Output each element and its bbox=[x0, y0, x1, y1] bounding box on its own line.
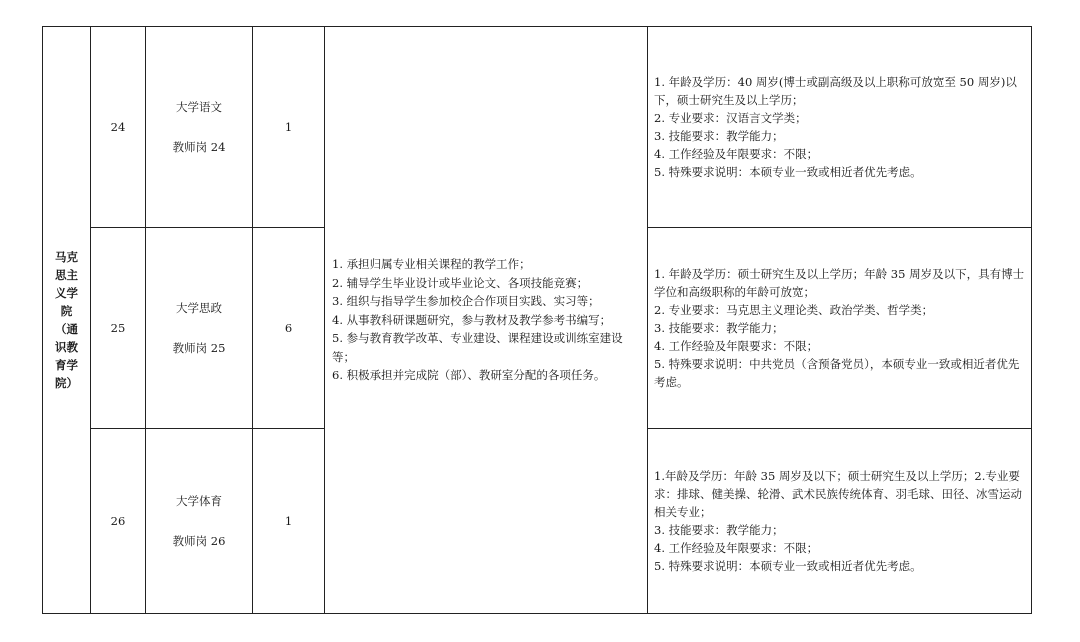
requirement-item: 5. 特殊要求说明：本硕专业一致或相近者优先考虑。 bbox=[654, 559, 922, 573]
requirement-item: 5. 特殊要求说明：中共党员（含预备党员），本硕专业一致或相近者优先考虑。 bbox=[654, 357, 1020, 389]
requirement-item: 3. 技能要求：教学能力； bbox=[654, 129, 784, 143]
duties-cell bbox=[325, 27, 648, 614]
requirement-item: 1.年龄及学历：年龄 35 周岁及以下；硕士研究生及以上学历；2.专业要求：排球、健美操、轮滑、武术民族传统体育、羽毛球、田径、冰雪运动相关专业； bbox=[654, 469, 1022, 519]
requirement-item: 1. 年龄及学历：硕士研究生及以上学历；年龄 35 周岁及以下，具有博士学位和高级职称的年龄可放宽； bbox=[654, 267, 1025, 299]
post-name: 大学语文 bbox=[176, 100, 222, 114]
post-cell bbox=[146, 228, 253, 429]
post-name: 大学思政 bbox=[176, 301, 222, 315]
requirement-item: 1. 年龄及学历：40 周岁(博士或副高级及以上职称可放宽至 50 周岁)以下，硕士研究生及以上学历； bbox=[654, 75, 1017, 107]
headcount: 1 bbox=[253, 27, 325, 228]
requirement-item: 4. 工作经验及年限要求：不限； bbox=[654, 147, 819, 161]
post-cell bbox=[146, 429, 253, 614]
job-posting-table bbox=[42, 26, 1032, 614]
requirement-item: 3. 技能要求：教学能力； bbox=[654, 321, 784, 335]
requirement-item: 4. 工作经验及年限要求：不限； bbox=[654, 339, 819, 353]
post-number: 24 bbox=[91, 27, 146, 228]
requirements-cell bbox=[648, 429, 1032, 614]
requirement-item: 2. 专业要求：马克思主义理论类、政治学类、哲学类； bbox=[654, 303, 934, 317]
duty-item: 6. 积极承担并完成院（部）、教研室分配的各项任务。 bbox=[332, 368, 606, 383]
requirement-item: 5. 特殊要求说明：本硕专业一致或相近者优先考虑。 bbox=[654, 165, 922, 179]
department-cell bbox=[43, 27, 91, 614]
department-name: 马克思主义学院（通识教育学院） bbox=[55, 250, 78, 390]
headcount: 1 bbox=[253, 429, 325, 614]
duty-item: 2. 辅导学生毕业设计或毕业论文、各项技能竞赛； bbox=[332, 275, 589, 290]
post-number: 25 bbox=[91, 228, 146, 429]
duty-item: 4. 从事教科研课题研究，参与教材及教学参考书编写； bbox=[332, 312, 612, 327]
post-number: 26 bbox=[91, 429, 146, 614]
duty-item: 5. 参与教育教学改革、专业建设、课程建设或训练室建设等； bbox=[332, 331, 623, 364]
post-code: 教师岗 24 bbox=[172, 140, 226, 154]
requirements-cell bbox=[648, 228, 1032, 429]
headcount: 6 bbox=[253, 228, 325, 429]
post-code: 教师岗 26 bbox=[172, 534, 226, 548]
post-code: 教师岗 25 bbox=[172, 341, 226, 355]
duty-item: 1. 承担归属专业相关课程的教学工作； bbox=[332, 257, 531, 272]
requirement-item: 2. 专业要求：汉语言文学类； bbox=[654, 111, 807, 125]
duty-item: 3. 组织与指导学生参加校企合作项目实践、实习等； bbox=[332, 294, 600, 309]
post-cell bbox=[146, 27, 253, 228]
post-name: 大学体育 bbox=[176, 494, 222, 508]
table-row bbox=[43, 27, 1032, 228]
requirement-item: 3. 技能要求：教学能力； bbox=[654, 523, 784, 537]
requirements-cell bbox=[648, 27, 1032, 228]
requirement-item: 4. 工作经验及年限要求：不限； bbox=[654, 541, 819, 555]
